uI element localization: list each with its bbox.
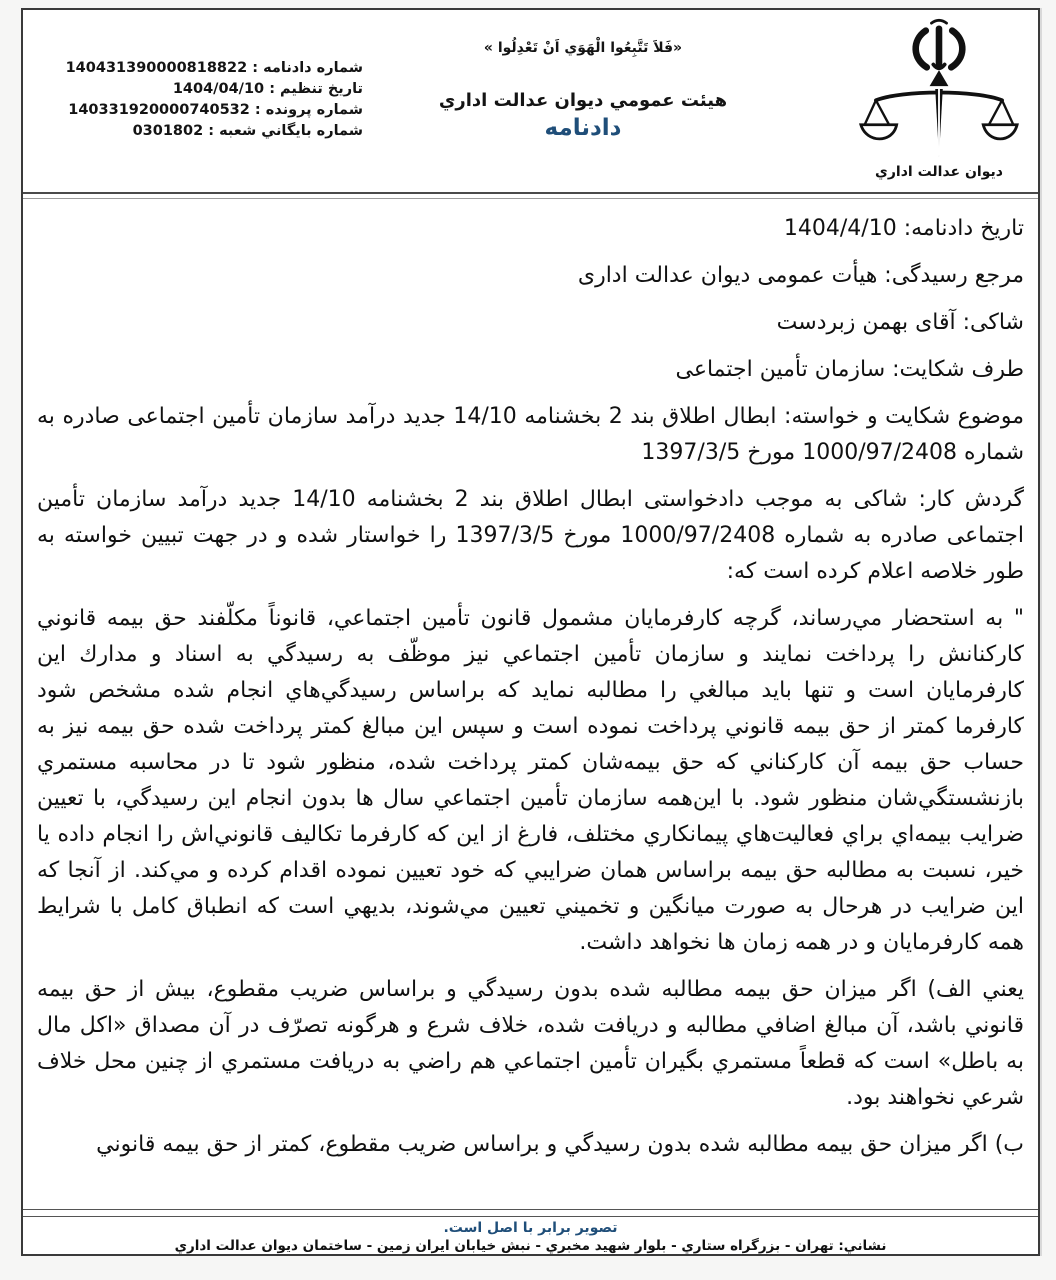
scales-of-justice-icon — [859, 14, 1019, 164]
quran-verse: «فَلاَ تَتَّبِعُوا الْهَوَي اَنْ تَعْدِلُوا » — [483, 40, 683, 56]
archive-number-line: شماره بايگاني شعبه : 0301802 — [132, 123, 363, 139]
subject-of-complaint-paragraph: موضوع شکایت و خواسته: ابطال اطلاق بند 2 بخشنامه 14/10 جدید درآمد سازمان تأمین اجتماعی صادره به شماره 1000/97/2408 مورخ 1397/3/5 — [37, 404, 1024, 465]
header-center-block — [343, 10, 823, 141]
statement-paragraph: " به استحضار مي‌رساند، گرچه کارفرمايان مشمول قانون تأمين اجتماعي، قانوناً مکلّفند حق بيمه قانوني کارکنانش را پرداخت نمايند و سازمان تأمين اجتماعي نيز موظّف به رسيدگي به اسناد و مدارك اين کارفرمايان است و تنها بايد مبالغي را مطالبه نمايد که براساس رسيدگي‌هاي انجام شده مشخص شود کارفرما کمتر از حق بيمه قانوني پرداخت نموده است و سپس اين مبالغ کمتر پرداخت شده حق بيمه نيز به حساب حق بيمه آن کارکناني که حق بيمه‌شان کمتر پرداخت شده، منظور شود تا در محاسبه مستمري بازنشستگي‌شان منظور شود. با اين‌همه سازمان تأمين اجتماعي سال ها بدون انجام اين رسيدگي، با تعيين ضرايب بيمه‌اي براي فعاليت‌هاي پيمانکاري مختلف، فارغ از اين که کارفرما تکاليف قانوني‌اش را انجام داده يا خير، نسبت به مطالبه حق بيمه براساس همان ضرايبي که خود تعيين نموده اقدام کرده و مي‌کند. از آنجا که اين ضرايب در هرحال به صورت ميانگين و تخميني تعيين مي‌شوند، بديهي است که انطباق کامل با شرايط همه کارفرمايان و در همه زمان ها نخواهد داشت. — [37, 606, 1024, 955]
document-footer — [23, 1216, 1038, 1254]
document-body — [23, 199, 1038, 1210]
respondent-line: طرف شکایت: سازمان تأمین اجتماعی — [675, 357, 1024, 382]
case-number-line: شماره پرونده : 140331920000740532 — [68, 102, 363, 118]
clause-a-paragraph: يعني الف) اگر ميزان حق بيمه مطالبه شده بدون رسيدگي و براساس ضريب مقطوع، بيش از حق بيمه قانوني باشد، آن مبالغ اضافي مطالبه و دريافت شده، خلاف شرع و هرگونه تصرّف در آن مصداق «اکل مال به باطل» است که قطعاً مستمري بگيران تأمين اجتماعي هم راضي به دريافت مستمري از چنين محل خلاف شرعي نخواهند بود. — [37, 977, 1024, 1110]
document-type-title: دادنامه — [544, 115, 622, 141]
logo-caption: ديوان عدالت اداري — [875, 164, 1003, 180]
issuing-authority-title: هيئت عمومي ديوان عدالت اداري — [438, 90, 728, 111]
court-address-line: نشاني: تهران - بزرگراه ستاري - بلوار شهيد مخبري - نبش خيابان ايران زمين - ساختمان ديوان عدالت اداري — [174, 1238, 887, 1254]
issue-date-line: تاريخ تنظيم : 1404/04/10 — [172, 81, 363, 97]
review-authority-line: مرجع رسیدگی: هیأت عمومی دیوان عدالت اداری — [577, 263, 1024, 288]
case-proceedings-paragraph: گردش کار: شاکی به موجب دادخواستی ابطال اطلاق بند 2 بخشنامه 14/10 جدید درآمد سازمان تأمین اجتماعی صادره به شماره 1000/97/2408 مورخ 1397/3/5 را خواستار شده و در جهت تبیین خواسته به طور خلاصه اعلام کرده است که: — [37, 487, 1025, 584]
document-numbers-block — [61, 58, 363, 142]
dadnameh-document — [21, 8, 1040, 1256]
complainant-line: شاکی: آقای بهمن زبردست — [776, 310, 1024, 335]
dadnameh-date-line: تاریخ دادنامه: 1404/4/10 — [783, 216, 1024, 241]
certified-copy-stamp: تصویر برابر با اصل است. — [443, 1220, 618, 1236]
dadnameh-number-line: شماره دادنامه : 140431390000818822 — [65, 60, 363, 76]
court-logo — [846, 14, 1032, 180]
clause-b-paragraph: ب) اگر ميزان حق بيمه مطالبه شده بدون رسيدگي و براساس ضريب مقطوع، کمتر از حق بيمه قانوني — [96, 1132, 1024, 1157]
document-header — [23, 10, 1038, 194]
